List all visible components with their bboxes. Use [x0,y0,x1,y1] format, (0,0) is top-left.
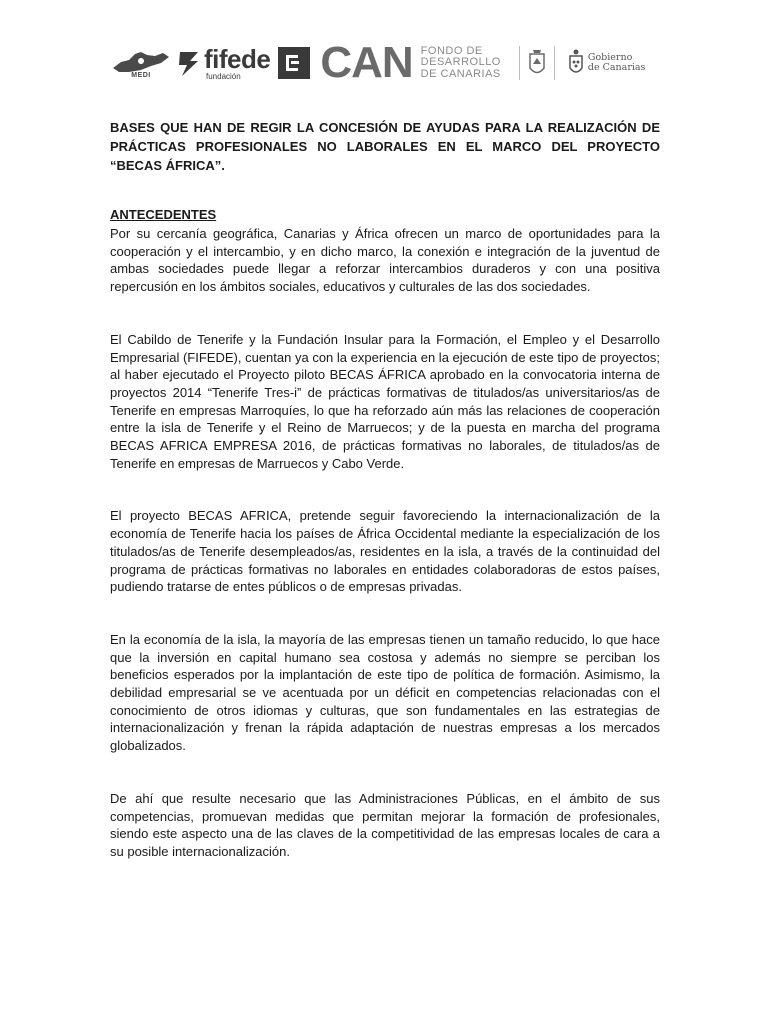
paragraph: Por su cercanía geográfica, Canarias y África ofrecen un marco de oportunidades para la cooperación y el intercambio, y en dicho marco, la conexión e integración de la juventud de ambas sociedades puede llegar a reforzar intercambios duraderos y con una positiva repercusión en los ámbitos sociales, educativos y culturales de las dos sociedades. [110,226,660,295]
medi-logo [110,43,172,83]
island-map-icon [111,48,171,74]
can-sub-line: DESARROLLO [420,56,501,69]
fifede-logo [176,43,271,81]
cabildo-crest-icon [528,48,546,78]
document-body [110,118,660,861]
paragraph: El Cabildo de Tenerife y la Fundación Insular para la Formación, el Empleo y el Desarrollo Empresarial (FIFEDE), cuentan ya con la experiencia en la ejecución de este tipo de proyectos; al haber ejecutado el Proyecto piloto BECAS ÁFRICA aprobado en la convocatoria interna de proyectos 2014 “Tenerife Tres-i” de prácticas formativas de titulados/as universitarios/as de Tenerife en empresas Marroquíes, lo que ha reforzado aún más las relaciones de cooperación entre la isla de Tenerife y el Reino de Marruecos; y de la puesta en marcha del programa BECAS AFRICA EMPRESA 2016, de prácticas formativas no laborales, de titulados/as de Tenerife en empresas de Marruecos y Cabo Verde. [110,331,660,471]
can-sub-line: DE CANARIAS [420,67,501,80]
section-heading: ANTECEDENTES [110,207,217,222]
can-box-icon [278,47,310,79]
can-logo-subtitle [421,46,501,81]
fifede-subtitle: fundación [206,71,241,81]
gobierno-canarias-logo [567,48,646,78]
gobierno-line: Gobierno [587,51,633,63]
can-logo-word: CAN [320,38,413,87]
logo-divider [519,46,520,80]
medi-logo-text: MEDI [131,71,151,79]
paragraph: El proyecto BECAS AFRICA, pretende seguir favoreciendo la internacionalización de la economía de Tenerife hacia los países de África Occidental mediante la especialización de los titulados/as de Tenerife desempleados/as, residentes en la isla, a través de la continuidad del programa de prácticas formativas no laborales en entidades colaboradoras de estos países, pudiendo tratarse de entes públicos o de empresas privadas. [110,508,660,595]
can-sub-line: FONDO DE [420,44,483,57]
document-title: BASES QUE HAN DE REGIR LA CONCESIÓN DE AYUDAS PARA LA REALIZACIÓN DE PRÁCTICAS PROFESIONALES NO LABORALES EN EL MARCO DEL PROYECTO “BECAS ÁFRICA”. [110,120,660,173]
header-logos [110,38,660,88]
logo-divider [554,46,555,80]
gobierno-crest-icon [567,48,585,78]
paragraph: En la economía de la isla, la mayoría de las empresas tienen un tamaño reducido, lo que hace que la inversión en capital humano sea costosa y además no siempre se perciban los beneficios esperados por la implantación de este tipo de política de formación. Asimismo, la debilidad empresarial se ve acentuada por un déficit en competencias relacionadas con el conocimiento de otros idiomas y culturas, que son fundamentales en las estrategias de internacionalización y frenan la rápida adaptación de nuestras empresas a los mercados globalizados. [110,631,660,754]
paragraph: De ahí que resulte necesario que las Administraciones Públicas, en el ámbito de sus competencias, promuevan medidas que permitan mejorar la formación de profesionales, siendo este aspecto una de las claves de la competitividad de las empresas locales de cara a su posible internacionalización. [110,790,660,859]
fifede-name: fifede [204,43,271,74]
fifede-mark-icon [176,48,202,78]
gobierno-line: de Canarias [587,62,646,73]
